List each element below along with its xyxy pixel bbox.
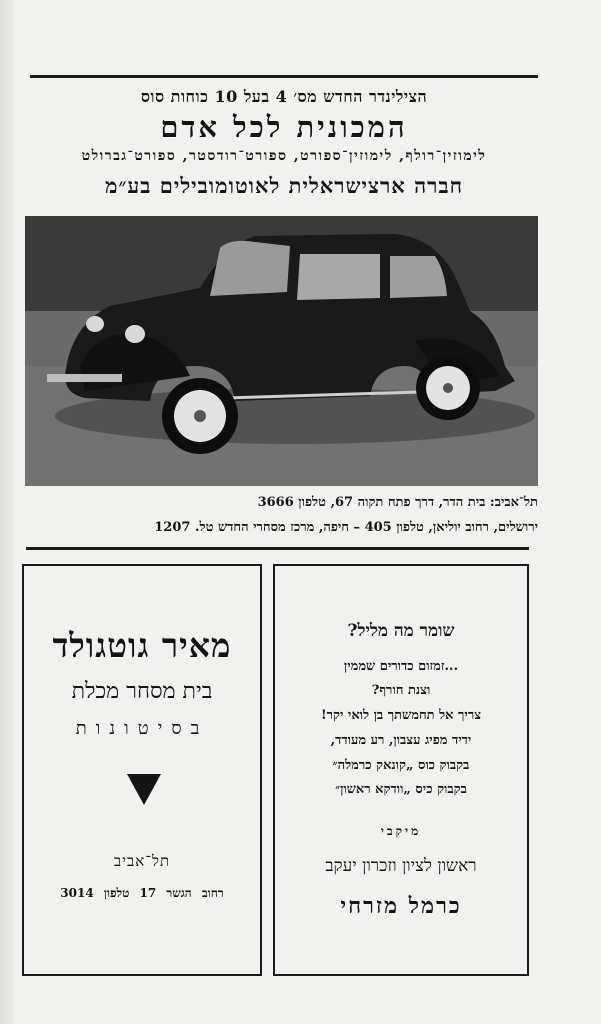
address-jerusalem-haifa: ירושלים, רחוב יוליאן, טלפון 405 – חיפה, מרכז מסחרי החדש טל. 1207 [154, 520, 538, 535]
producer-label: מיקבי [380, 824, 422, 838]
company-name: חברה ארצישראלית לאוטומובילים בע״מ [104, 173, 464, 198]
winery-locations: ראשון לציון וזכרון יעקב [325, 856, 477, 876]
cognac-ad-line: בקבוק כוס „קונאק כרמלה״ [332, 758, 470, 773]
car-photo [25, 216, 538, 486]
cognac-ad-line: בקבוק כיס „וודקא ראשון״ [335, 782, 467, 797]
wholesale-label: בסיטונות [75, 718, 209, 739]
top-rule [30, 75, 538, 78]
cognac-ad-line: צריך אל תחמשתך בן לואי יקר! [320, 708, 482, 723]
cognac-ad-line: ידיד מפיג עצבון, רע מעודד, [330, 733, 472, 748]
middle-rule [26, 547, 529, 550]
car-models: לימוזין־רולף, לימוזין־ספורט, ספורט־רודסטר, ספורט־גברולט [81, 148, 487, 164]
address-tel-aviv: תל־אביב: בית הדר, דרך פתח תקוה 67, טלפון 3666 [257, 495, 538, 510]
page-binding-edge [0, 0, 14, 1024]
business-type: בית מסחר מכלת [71, 679, 213, 704]
merchant-name: מאיר גוטגולד [52, 626, 232, 665]
car-illustration [25, 216, 538, 486]
winery-brand: כרמל מזרחי [340, 893, 462, 919]
cognac-ad-title: שומר מה מליל? [347, 621, 455, 641]
car-headline: המכונית לכל אדם [160, 110, 408, 144]
wholesale-ad-box [22, 564, 262, 976]
engine-tagline: הצילינדר החדש מס׳ 4 בעל 10 כוחות סוס [140, 87, 428, 106]
triangle-down-icon [127, 774, 161, 805]
merchant-address: רחוב הגשר 17 טלפון 3014 [60, 886, 224, 900]
cognac-ad-line: ...זמזום כדורים שממין [343, 659, 459, 674]
cognac-ad-line: וצנת חורף? [371, 683, 431, 698]
cognac-ad-box [273, 564, 529, 976]
merchant-city: תל־אביב [113, 852, 171, 870]
